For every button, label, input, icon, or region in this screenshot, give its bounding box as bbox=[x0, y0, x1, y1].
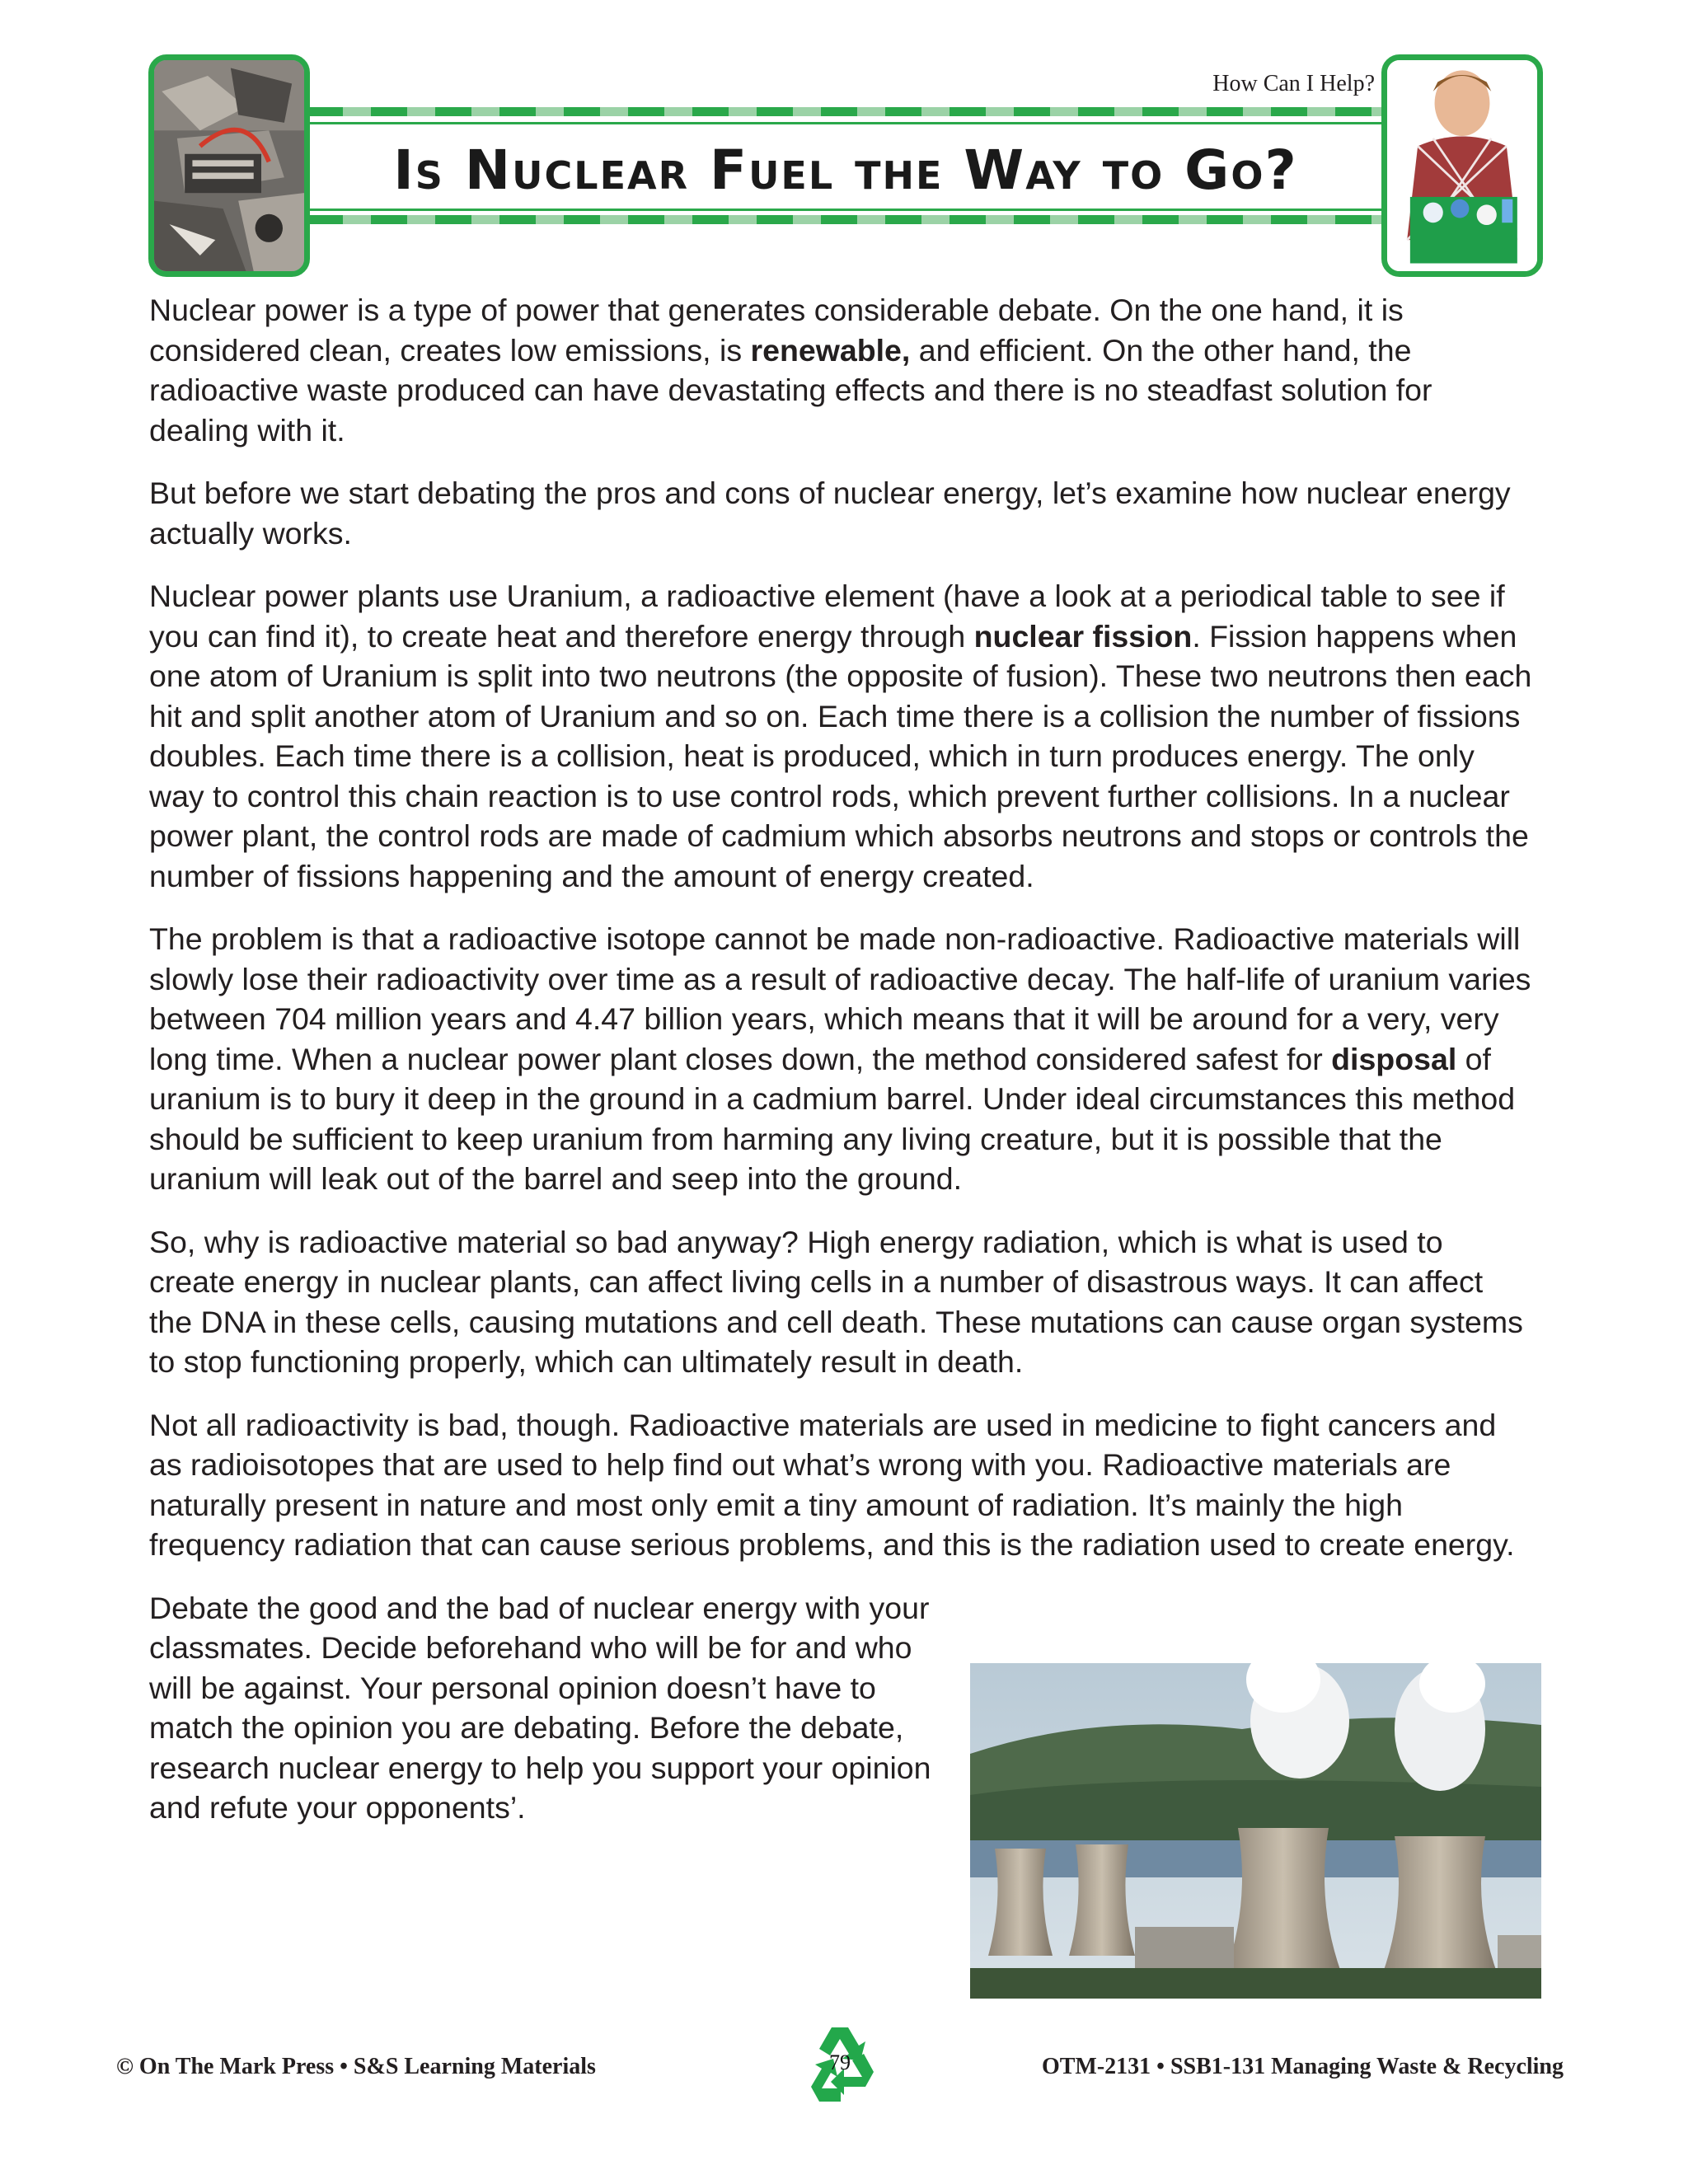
paragraph-good-radioactivity: Not all radioactivity is bad, though. Radioactive materials are used in medicine to fight cancers and as radioisotopes that are used to help find out what’s wrong with you. Radioactive materials are naturally present in nature and most only emit a tiny amount of radiation. It’s mainly the high frequency radiation that can cause serious problems, and this is the radiation used to create energy. bbox=[149, 1407, 1515, 1562]
page-number: 79 bbox=[829, 2050, 851, 2074]
paragraph-fission: Nuclear power plants use Uranium, a radioactive element (have a look at a periodical table to see if you can find it), to create heat and therefore energy through nuclear fission. Fission happens when one atom of Uranium is split into two neutrons (the opposite of fusion). These two neutrons then each hit and split another atom of Uranium and so on. Each time there is a collision the number of fissions doubles. Each time there is a collision, heat is produced, which in turn produces energy. The only way to control this chain reaction is to use control rods, which prevent further collisions. In a nuclear power plant, the control rods are made of cadmium which absorbs neutrons and stops or controls the number of fissions happening and the amount of energy created. bbox=[149, 579, 1532, 893]
paragraph-radiation-effects: So, why is radioactive material so bad anyway? High energy radiation, which is what is used to create energy in nuclear plants, can affect living cells in a number of disastrous ways. It can affect the DNA in these cells, causing mutations and cell death. These mutations can cause organ systems to stop functioning properly, which can ultimately result in death. bbox=[149, 1224, 1523, 1379]
paragraph-intro: Nuclear power is a type of power that generates considerable debate. On the one hand, it is considered clean, creates low emissions, is renewable, and efficient. On the other hand, the radioactive waste produced can have devastating effects and there is no steadfast solution for dealing with it. bbox=[149, 293, 1432, 448]
footer-product-code: OTM-2131 • SSB1-131 Managing Waste & Recycling bbox=[1041, 2054, 1564, 2079]
scrap-metal-photo bbox=[148, 54, 310, 277]
header-band-top bbox=[307, 107, 1385, 116]
subject-label: How Can I Help? bbox=[1212, 71, 1375, 96]
term-renewable: renewable, bbox=[750, 332, 911, 368]
page-title: Is Nuclear Fuel the Way to Go? bbox=[393, 138, 1298, 202]
term-disposal: disposal bbox=[1331, 1041, 1457, 1076]
paragraph-disposal: The problem is that a radioactive isotope cannot be made non-radioactive. Radioactive materials will slowly lose their radioactivity over time as a result of radioactive decay. The half-life of uranium varies between 704 million years and 4.47 billion years, which means that it will be around for a very, very long time. When a nuclear power plant closes down, the method considered safest for disposal of uranium is to bury it deep in the ground in a cadmium barrel. Under ideal circumstances this method should be sufficient to keep uranium from harming any living creature, but it is possible that the uranium will leak out of the barrel and seep into the ground. bbox=[149, 921, 1531, 1196]
paragraph-how-it-works: But before we start debating the pros and cons of nuclear energy, let’s examine how nuclear energy actually works. bbox=[149, 476, 1511, 551]
header-rule-top bbox=[307, 122, 1385, 124]
header-band-bottom bbox=[307, 215, 1385, 224]
footer-publisher: © On The Mark Press • S&S Learning Materials bbox=[116, 2054, 596, 2079]
article-body bbox=[149, 290, 1534, 1851]
nuclear-cooling-towers-photo bbox=[970, 1663, 1541, 1999]
term-nuclear-fission: nuclear fission bbox=[973, 618, 1193, 654]
header-rule-bottom bbox=[307, 209, 1385, 211]
paragraph-debate-activity: Debate the good and the bad of nuclear energy with your classmates. Decide beforehand who will be for and who will be against. Your personal opinion doesn’t have to match the opinion you are debating. Before the debate, research nuclear energy to help you support your opinion and refute your opponents’. bbox=[149, 1590, 931, 1825]
boy-with-recycling-bin-photo bbox=[1381, 54, 1543, 277]
